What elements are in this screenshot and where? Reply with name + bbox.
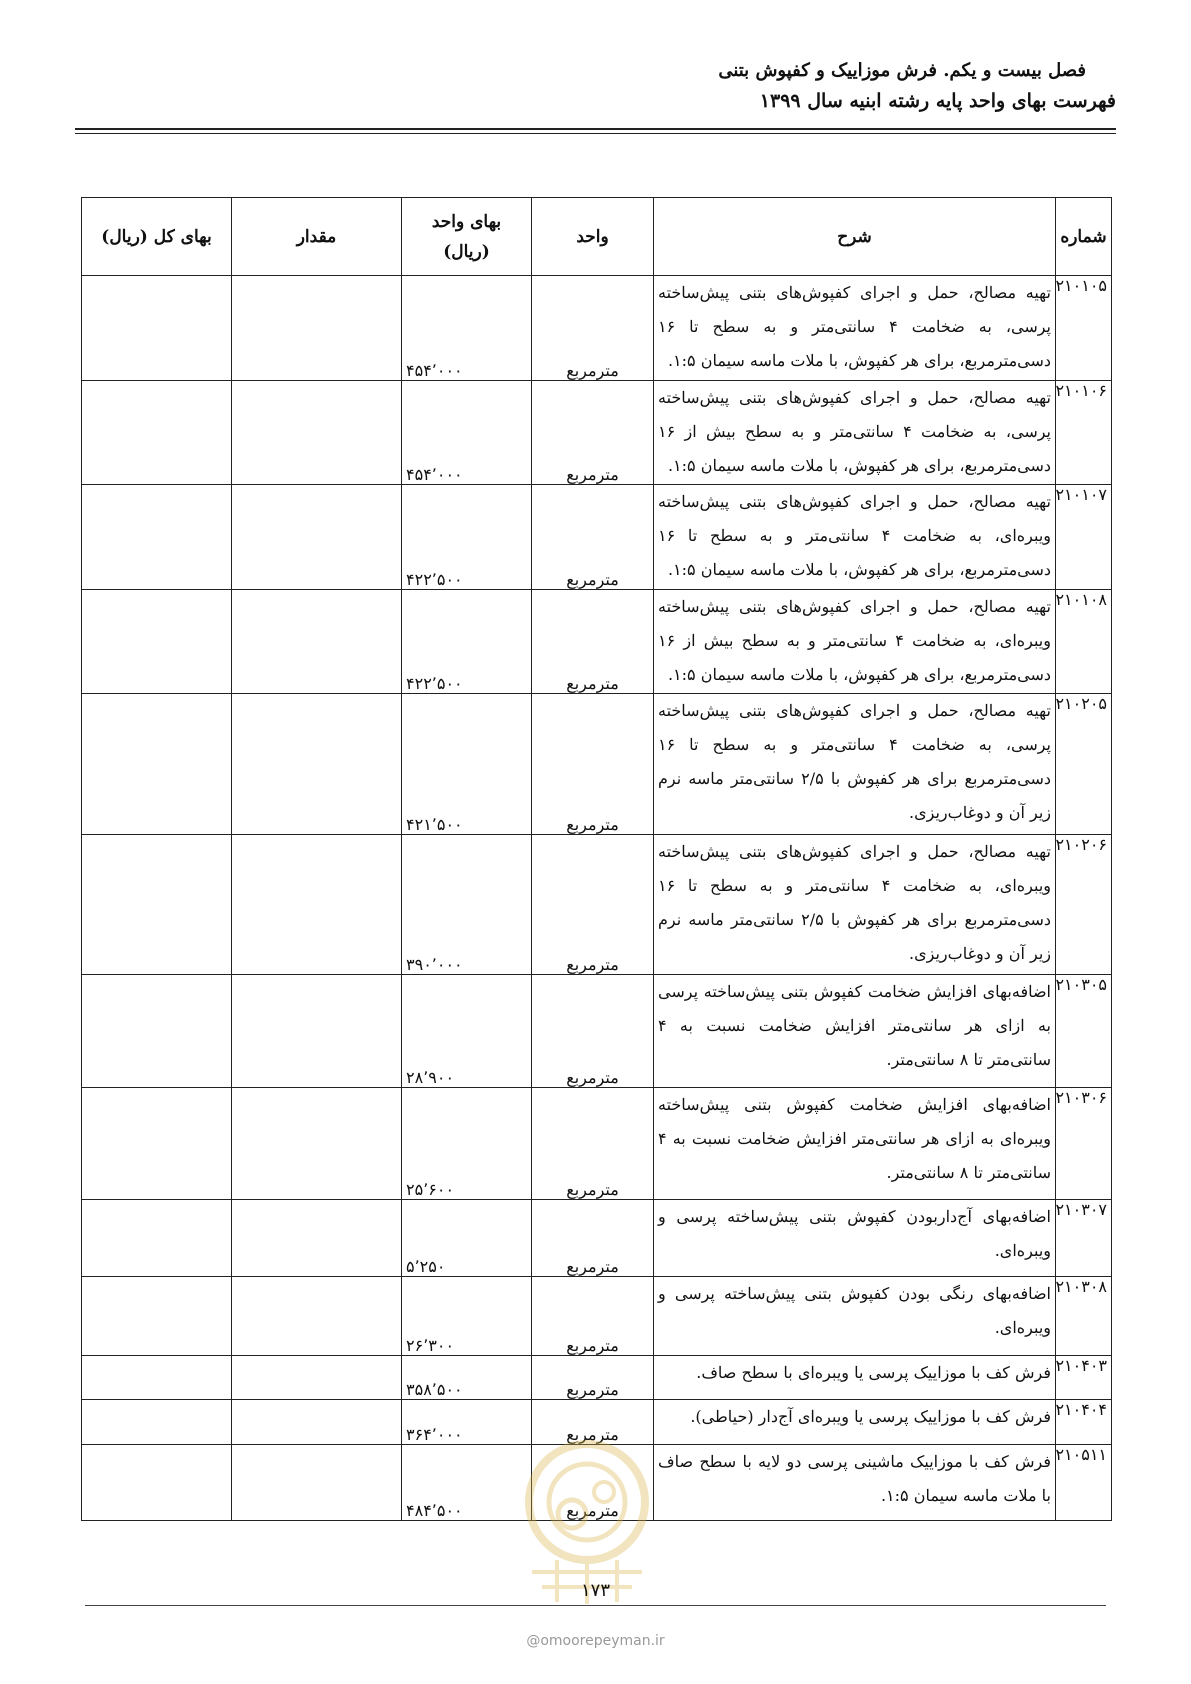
row-description: فرش کف با موزاییک پرسی یا ویبره‌ای آج‌دار (حیاطی). — [654, 1400, 1056, 1445]
row-unit-price: ۴۵۴٬۰۰۰ — [402, 276, 532, 381]
row-unit: مترمربع — [532, 694, 654, 835]
row-total-price — [82, 975, 232, 1088]
row-unit-price: ۴۸۴٬۵۰۰ — [402, 1445, 532, 1521]
table-row — [82, 1200, 1112, 1277]
row-unit-price: ۳۵۸٬۵۰۰ — [402, 1356, 532, 1400]
table-row — [82, 694, 1112, 835]
row-total-price — [82, 485, 232, 590]
table-row — [82, 1356, 1112, 1400]
row-total-price — [82, 1088, 232, 1200]
row-unit-price: ۵٬۲۵۰ — [402, 1200, 532, 1277]
table-row — [82, 975, 1112, 1088]
row-unit-price: ۳۹۰٬۰۰۰ — [402, 835, 532, 975]
row-unit-price: ۴۵۴٬۰۰۰ — [402, 381, 532, 485]
list-title: فهرست بهای واحد پایه رشته ابنیه سال ۱۳۹۹ — [759, 90, 1116, 112]
row-total-price — [82, 694, 232, 835]
row-quantity — [232, 1088, 402, 1200]
row-total-price — [82, 1445, 232, 1521]
row-unit-price: ۲۸٬۹۰۰ — [402, 975, 532, 1088]
row-unit: مترمربع — [532, 1200, 654, 1277]
row-unit: مترمربع — [532, 835, 654, 975]
page-number: ۱۷۳ — [580, 1580, 610, 1601]
row-unit: مترمربع — [532, 381, 654, 485]
chapter-title: فصل بیست و یکم. فرش موزاییک و کفپوش بتنی — [718, 60, 1086, 81]
row-description: اضافه‌بهای رنگی بودن کفپوش بتنی پیش‌ساخته پرسی و ویبره‌ای. — [654, 1277, 1056, 1356]
row-code: ۲۱۰۱۰۸ — [1056, 590, 1112, 694]
row-quantity — [232, 1445, 402, 1521]
row-quantity — [232, 1400, 402, 1445]
row-description: تهیه مصالح، حمل و اجرای کفپوش‌های بتنی پیش‌ساخته ویبره‌ای، به ضخامت ۴ سانتی‌متر و به سطح تا ۱۶ دسی‌مترمربع، برای هر کفپوش، با ملات ماسه سیمان ۱:۵. — [654, 485, 1056, 590]
row-quantity — [232, 694, 402, 835]
header-quantity: مقدار — [232, 198, 402, 276]
row-total-price — [82, 1400, 232, 1445]
row-unit: مترمربع — [532, 590, 654, 694]
row-quantity — [232, 485, 402, 590]
row-code: ۲۱۰۲۰۵ — [1056, 694, 1112, 835]
row-code: ۲۱۰۱۰۷ — [1056, 485, 1112, 590]
row-unit-price: ۲۵٬۶۰۰ — [402, 1088, 532, 1200]
table-row — [82, 590, 1112, 694]
row-unit-price: ۲۶٬۳۰۰ — [402, 1277, 532, 1356]
row-unit-price: ۳۶۴٬۰۰۰ — [402, 1400, 532, 1445]
row-description: اضافه‌بهای آج‌داربودن کفپوش بتنی پیش‌ساخته پرسی و ویبره‌ای. — [654, 1200, 1056, 1277]
header-unit: واحد — [532, 198, 654, 276]
header-code: شماره — [1056, 198, 1112, 276]
row-description: تهیه مصالح، حمل و اجرای کفپوش‌های بتنی پیش‌ساخته ویبره‌ای، به ضخامت ۴ سانتی‌متر و به سطح تا ۱۶ دسی‌مترمربع برای هر کفپوش با ۲/۵ سانتی‌متر ماسه نرم زیر آن و دوغاب‌ریزی. — [654, 835, 1056, 975]
row-description: اضافه‌بهای افزایش ضخامت کفپوش بتنی پیش‌ساخته پرسی به ازای هر سانتی‌متر افزایش ضخامت نسبت به ۴ سانتی‌متر تا ۸ سانتی‌متر. — [654, 975, 1056, 1088]
row-description: فرش کف با موزاییک ماشینی پرسی دو لایه با سطح صاف با ملات ماسه سیمان ۱:۵. — [654, 1445, 1056, 1521]
row-unit: مترمربع — [532, 276, 654, 381]
row-unit-price: ۴۲۱٬۵۰۰ — [402, 694, 532, 835]
row-quantity — [232, 975, 402, 1088]
table-header-row — [82, 198, 1112, 276]
row-code: ۲۱۰۵۱۱ — [1056, 1445, 1112, 1521]
row-total-price — [82, 1200, 232, 1277]
header-unit-price — [402, 198, 532, 276]
row-code: ۲۱۰۴۰۳ — [1056, 1356, 1112, 1400]
table-row — [82, 1088, 1112, 1200]
row-unit: مترمربع — [532, 1356, 654, 1400]
row-code: ۲۱۰۴۰۴ — [1056, 1400, 1112, 1445]
row-unit: مترمربع — [532, 975, 654, 1088]
price-table — [81, 197, 1112, 1521]
row-total-price — [82, 381, 232, 485]
row-description: اضافه‌بهای افزایش ضخامت کفپوش بتنی پیش‌ساخته ویبره‌ای به ازای هر سانتی‌متر افزایش ضخامت نسبت به ۴ سانتی‌متر تا ۸ سانتی‌متر. — [654, 1088, 1056, 1200]
row-total-price — [82, 1277, 232, 1356]
header-rule-thin — [75, 133, 1116, 134]
row-total-price — [82, 835, 232, 975]
header-description: شرح — [654, 198, 1056, 276]
row-description: تهیه مصالح، حمل و اجرای کفپوش‌های بتنی پیش‌ساخته پرسی، به ضخامت ۴ سانتی‌متر و به سطح بیش از ۱۶ دسی‌مترمربع، برای هر کفپوش، با ملات ماسه سیمان ۱:۵. — [654, 381, 1056, 485]
website-watermark: @omoorepeyman.ir — [526, 1633, 665, 1649]
row-code: ۲۱۰۳۰۸ — [1056, 1277, 1112, 1356]
header-total-price: بهای کل (ریال) — [82, 198, 232, 276]
header-unit-price-line2: (ریال) — [443, 241, 490, 262]
row-code: ۲۱۰۲۰۶ — [1056, 835, 1112, 975]
row-code: ۲۱۰۳۰۷ — [1056, 1200, 1112, 1277]
row-total-price — [82, 1356, 232, 1400]
table-row — [82, 276, 1112, 381]
header-rule-thick — [75, 128, 1116, 130]
row-total-price — [82, 276, 232, 381]
row-unit: مترمربع — [532, 1277, 654, 1356]
row-quantity — [232, 381, 402, 485]
footer-rule — [85, 1605, 1106, 1606]
row-unit: مترمربع — [532, 1088, 654, 1200]
row-code: ۲۱۰۱۰۵ — [1056, 276, 1112, 381]
table-row — [82, 1277, 1112, 1356]
row-quantity — [232, 1356, 402, 1400]
page-header — [718, 56, 1116, 116]
row-quantity — [232, 590, 402, 694]
table-row — [82, 381, 1112, 485]
row-unit-price: ۴۲۲٬۵۰۰ — [402, 590, 532, 694]
row-description: تهیه مصالح، حمل و اجرای کفپوش‌های بتنی پیش‌ساخته ویبره‌ای، به ضخامت ۴ سانتی‌متر و به سطح بیش از ۱۶ دسی‌مترمربع، برای هر کفپوش، با ملات ماسه سیمان ۱:۵. — [654, 590, 1056, 694]
row-code: ۲۱۰۳۰۵ — [1056, 975, 1112, 1088]
row-unit: مترمربع — [532, 1400, 654, 1445]
row-quantity — [232, 1200, 402, 1277]
row-unit-price: ۴۲۲٬۵۰۰ — [402, 485, 532, 590]
row-code: ۲۱۰۱۰۶ — [1056, 381, 1112, 485]
row-total-price — [82, 590, 232, 694]
row-description: تهیه مصالح، حمل و اجرای کفپوش‌های بتنی پیش‌ساخته پرسی، به ضخامت ۴ سانتی‌متر و به سطح تا ۱۶ دسی‌مترمربع، برای هر کفپوش، با ملات ماسه سیمان ۱:۵. — [654, 276, 1056, 381]
row-description: تهیه مصالح، حمل و اجرای کفپوش‌های بتنی پیش‌ساخته پرسی، به ضخامت ۴ سانتی‌متر و به سطح تا ۱۶ دسی‌مترمربع برای هر کفپوش با ۲/۵ سانتی‌متر ماسه نرم زیر آن و دوغاب‌ریزی. — [654, 694, 1056, 835]
row-description: فرش کف با موزاییک پرسی یا ویبره‌ای با سطح صاف. — [654, 1356, 1056, 1400]
table-row — [82, 835, 1112, 975]
table-row — [82, 485, 1112, 590]
row-unit: مترمربع — [532, 1445, 654, 1521]
row-code: ۲۱۰۳۰۶ — [1056, 1088, 1112, 1200]
row-unit: مترمربع — [532, 485, 654, 590]
row-quantity — [232, 1277, 402, 1356]
row-quantity — [232, 276, 402, 381]
header-unit-price-line1: بهای واحد — [431, 211, 502, 232]
row-quantity — [232, 835, 402, 975]
